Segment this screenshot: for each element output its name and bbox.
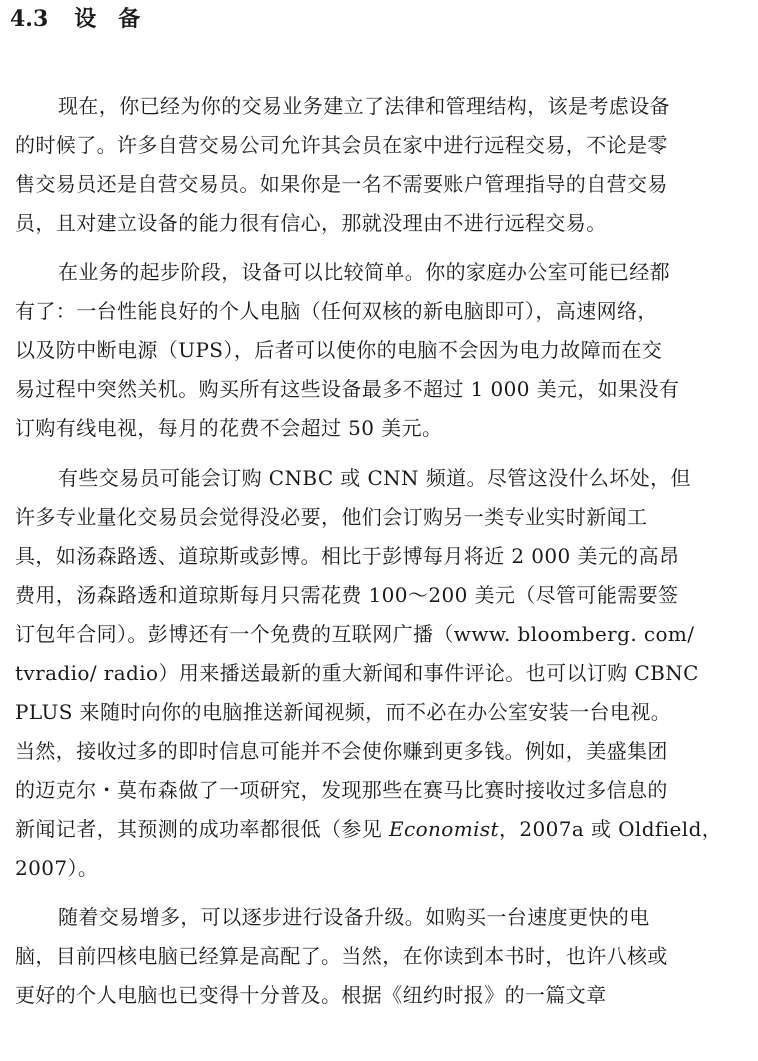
paragraph-line: 脑，目前四核电脑已经算是高配了。当然，在你读到本书时，也许八核或	[15, 944, 668, 968]
section-number: 4.3	[10, 6, 49, 32]
paragraph-line: 有了：一台性能良好的个人电脑（任何双核的新电脑即可），高速网络，	[15, 299, 658, 323]
paragraph-line: 随着交易增多，可以逐步进行设备升级。如购买一台速度更快的电	[58, 905, 650, 929]
paragraph-line: 订包年合同）。彭博还有一个免费的互联网广播（www. bloomberg. com/	[15, 622, 695, 646]
paragraph-line: 在业务的起步阶段，设备可以比较简单。你的家庭办公室可能已经都	[58, 260, 670, 284]
citation-journal: Economist	[388, 817, 499, 841]
paragraph-line: 以及防中断电源（UPS），后者可以使你的电脑不会因为电力故障而在交	[15, 338, 663, 362]
paragraph-line: 许多专业量化交易员会觉得没必要，他们会订购另一类专业实时新闻工	[15, 505, 648, 529]
paragraph-line: 订购有线电视，每月的花费不会超过 50 美元。	[15, 416, 443, 440]
paragraph-line: 员，且对建立设备的能力很有信心，那就没理由不进行远程交易。	[15, 211, 607, 235]
section-heading	[10, 2, 162, 36]
paragraph-line: 的迈克尔・莫布森做了一项研究，发现那些在赛马比赛时接收过多信息的	[15, 778, 668, 802]
paragraph-line: 现在，你已经为你的交易业务建立了法律和管理结构，该是考虑设备	[58, 94, 670, 118]
paragraph-line: 更好的个人电脑也已变得十分普及。根据《纽约时报》的一篇文章	[15, 983, 607, 1007]
paragraph-line: 有些交易员可能会订购 CNBC 或 CNN 频道。尽管这没什么坏处，但	[58, 466, 691, 490]
paragraph-line: 具，如汤森路透、道琼斯或彭博。相比于彭博每月将近 2 000 美元的高昂	[15, 544, 680, 568]
section-title: 设备	[74, 7, 163, 32]
citation-rest: ，2007a 或 Oldfield，	[499, 817, 723, 841]
paragraph-line-with-citation	[15, 814, 722, 844]
paragraph-line: tvradio/ radio）用来播送最新的重大新闻和事件评论。也可以订购 CBNC	[15, 661, 699, 685]
paragraph-line: 易过程中突然关机。购买所有这些设备最多不超过 1 000 美元，如果没有	[15, 377, 680, 401]
paragraph-line: 的时候了。许多自营交易公司允许其会员在家中进行远程交易，不论是零	[15, 133, 668, 157]
line-text: 新闻记者，其预测的成功率都很低（参见	[15, 817, 389, 841]
paragraph-line: 售交易员还是自营交易员。如果你是一名不需要账户管理指导的自营交易	[15, 172, 668, 196]
paragraph-line: PLUS 来随时向你的电脑推送新闻视频，而不必在办公室安装一台电视。	[15, 700, 672, 724]
paragraph-line: 2007）。	[15, 856, 99, 880]
paragraph-line: 当然，接收过多的即时信息可能并不会使你赚到更多钱。例如，美盛集团	[15, 739, 668, 763]
paragraph-line: 费用，汤森路透和道琼斯每月只需花费 100～200 美元（尽管可能需要签	[15, 583, 679, 607]
